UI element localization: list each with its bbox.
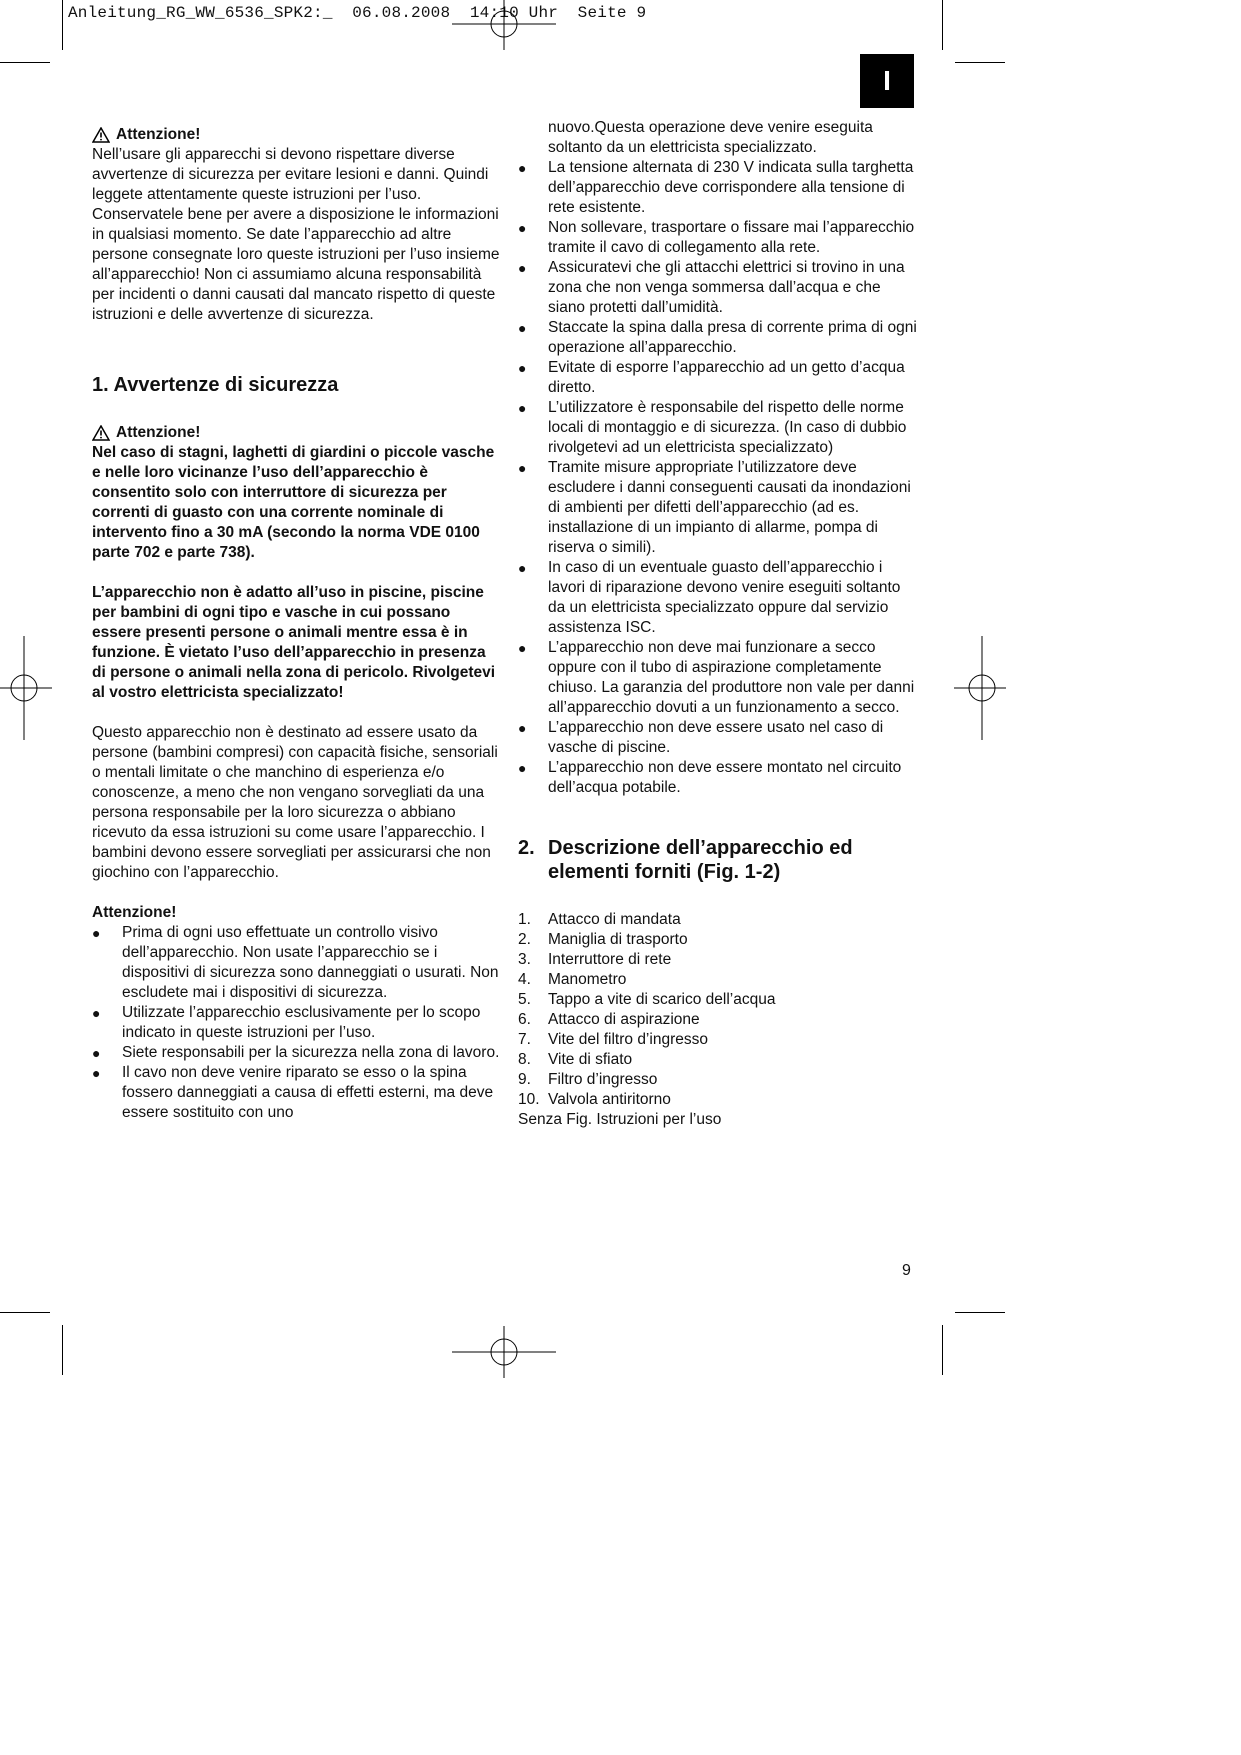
intro-paragraph: Nell’usare gli apparecchi si devono rispettare diverse avvertenze di sicurezza per evitare lesioni e danni. Quindi leggete attentamente queste istruzioni per l’uso. Conservatele bene per avere a disposizione le informazioni in qualsiasi momento. Se date l’apparecchio ad altre persone consegnate loro queste istruzioni per l’uso insieme all’apparecchio! Non ci assumiamo alcuna responsabilità per incidenti o danni causati dal mancato rispetto di queste istruzioni e delle avvertenze di sicurezza. (92, 146, 500, 323)
intro-warning-title: Attenzione! (116, 126, 201, 143)
list-item: ● Utilizzate l’apparecchio esclusivamente per lo scopo indicato in queste istruzioni per l’uso. (92, 1003, 502, 1043)
list-item: ● Non sollevare, trasportare o fissare mai l’apparecchio tramite il cavo di collegamento alla rete. (518, 218, 918, 258)
list-item: 1. Attacco di mandata (518, 911, 681, 928)
registration-mark-right (954, 636, 1006, 740)
list-item: ● Prima di ogni uso effettuate un controllo visivo dell’apparecchio. Non usate l’apparecchio se i dispositivi di sicurezza sono danneggiati o usurati. Non escludete mai i dispositivi di sicurezza. (92, 923, 502, 1003)
persons-paragraph: Questo apparecchio non è destinato ad essere usato da persone (bambini compresi) con capacità fisiche, sensoriali o mentali limitate o che manchino di esperienza e/o conoscenze, a meno che non vengano sorvegliati da una persona responsabile per la loro sicurezza o abbiano ricevuto da essa istruzioni su come usare l’apparecchio. I bambini devono essere sorvegliati per assicurarsi che non giochino con l’apparecchio. (92, 724, 498, 881)
print-slug: Anleitung_RG_WW_6536_SPK2:_ 06.08.2008 14:10 Uhr Seite 9 (68, 4, 647, 22)
section-1-heading: 1. Avvertenze di sicurezza (92, 374, 339, 396)
pool-safety-paragraph: L’apparecchio non è adatto all’uso in piscine, piscine per bambini di ogni tipo e vasche in cui possano essere presenti persone o animali mentre essa è in funzione. È vietato l’uso dell’apparecchio in presenza di persone o animali nella zona di pericolo. Rivolgetevi al vostro elettricista specializzato! (92, 584, 496, 701)
section-1-warning (92, 423, 502, 443)
safety-bullet-list-left (92, 923, 502, 1123)
list-item: ● Tramite misure appropriate l’utilizzatore deve escludere i danni conseguenti causati da inondazioni di ambienti per difetti dell’apparecchio (ad es. installazione di un impianto di allarme, pompa di riserva o simili). (518, 458, 918, 558)
list-item: ● Il cavo non deve venire riparato se esso o la spina fossero danneggiati a causa di effetti esterni, ma deve essere sostituito con uno (92, 1063, 502, 1123)
section-1-warning-title: Attenzione! (116, 424, 201, 441)
section-2-title: Descrizione dell’apparecchio ed elementi forniti (Fig. 1-2) (548, 837, 853, 883)
right-column (518, 118, 918, 1130)
intro-warning (92, 125, 502, 145)
crop-mark (62, 0, 63, 50)
crop-mark (955, 1312, 1005, 1313)
crop-mark (0, 1312, 50, 1313)
list-item: 5. Tappo a vite di scarico dell’acqua (518, 991, 776, 1008)
section-2-heading (518, 836, 918, 884)
list-item: ● L’utilizzatore è responsabile del rispetto delle norme locali di montaggio e di sicurezza. (In caso di dubbio rivolgetevi ad un elettricista specializzato) (518, 398, 918, 458)
list-item: 4. Manometro (518, 971, 627, 988)
list-item: 10. Valvola antiritorno (518, 1091, 671, 1108)
list-item: ● Assicuratevi che gli attacchi elettrici si trovino in una zona che non venga sommersa dall’acqua e che siano protetti dall’umidità. (518, 258, 918, 318)
crop-mark (942, 1325, 943, 1375)
list-item: ● L’apparecchio non deve essere montato nel circuito dell’acqua potabile. (518, 758, 918, 798)
parts-footer: Senza Fig. Istruzioni per l’uso (518, 1111, 722, 1128)
continuation-text: nuovo.Questa operazione deve venire eseguita soltanto da un elettricista specializzato. (548, 119, 873, 156)
list-item: ● Staccate la spina dalla presa di corrente prima di ogni operazione all’apparecchio. (518, 318, 918, 358)
crop-mark (0, 62, 50, 63)
list-item: 6. Attacco di aspirazione (518, 1011, 700, 1028)
list-item: 9. Filtro d’ingresso (518, 1071, 658, 1088)
registration-mark-left (0, 636, 52, 740)
crop-mark (942, 0, 943, 50)
list-item: 8. Vite di sfiato (518, 1051, 633, 1068)
list-item: ● Siete responsabili per la sicurezza nella zona di lavoro. (92, 1043, 502, 1063)
parts-list (518, 910, 918, 1110)
list-item: 7. Vite del filtro d’ingresso (518, 1031, 708, 1048)
list-item: ● In caso di un eventuale guasto dell’apparecchio i lavori di riparazione devono venire eseguiti soltanto da un elettricista specializzato oppure dal servizio assistenza ISC. (518, 558, 918, 638)
warning-triangle-icon (92, 425, 110, 441)
warning-triangle-icon (92, 127, 110, 143)
section-2-number: 2. (518, 837, 535, 859)
list-item: 2. Maniglia di trasporto (518, 931, 688, 948)
list-item: ● L’apparecchio non deve mai funzionare a secco oppure con il tubo di aspirazione completamente chiuso. La garanzia del produttore non vale per danni all’apparecchio dovuti a un funzionamento a secco. (518, 638, 918, 718)
crop-mark (955, 62, 1005, 63)
registration-mark-top (452, 0, 556, 50)
page-number: 9 (902, 1262, 911, 1279)
crop-mark (62, 1325, 63, 1375)
registration-mark-bottom (452, 1326, 556, 1378)
list-item: ● Evitate di esporre l’apparecchio ad un getto d’acqua diretto. (518, 358, 918, 398)
list-item: 3. Interruttore di rete (518, 951, 672, 968)
language-tab: I (860, 54, 914, 108)
safety-bullet-list-right (518, 158, 918, 798)
pond-safety-paragraph: Nel caso di stagni, laghetti di giardini o piccole vasche e nelle loro vicinanze l’uso dell’apparecchio è consentito solo con interruttore di sicurezza per correnti di guasto con una corrente nominale di intervento fino a 30 mA (secondo la norma VDE 0100 parte 702 e parte 738). (92, 444, 495, 561)
list-item: ● La tensione alternata di 230 V indicata sulla targhetta dell’apparecchio deve corrispondere alla tensione di rete esistente. (518, 158, 918, 218)
left-column (92, 125, 502, 1123)
list-item: ● L’apparecchio non deve essere usato nel caso di vasche di piscine. (518, 718, 918, 758)
attention-label: Attenzione! (92, 904, 177, 921)
